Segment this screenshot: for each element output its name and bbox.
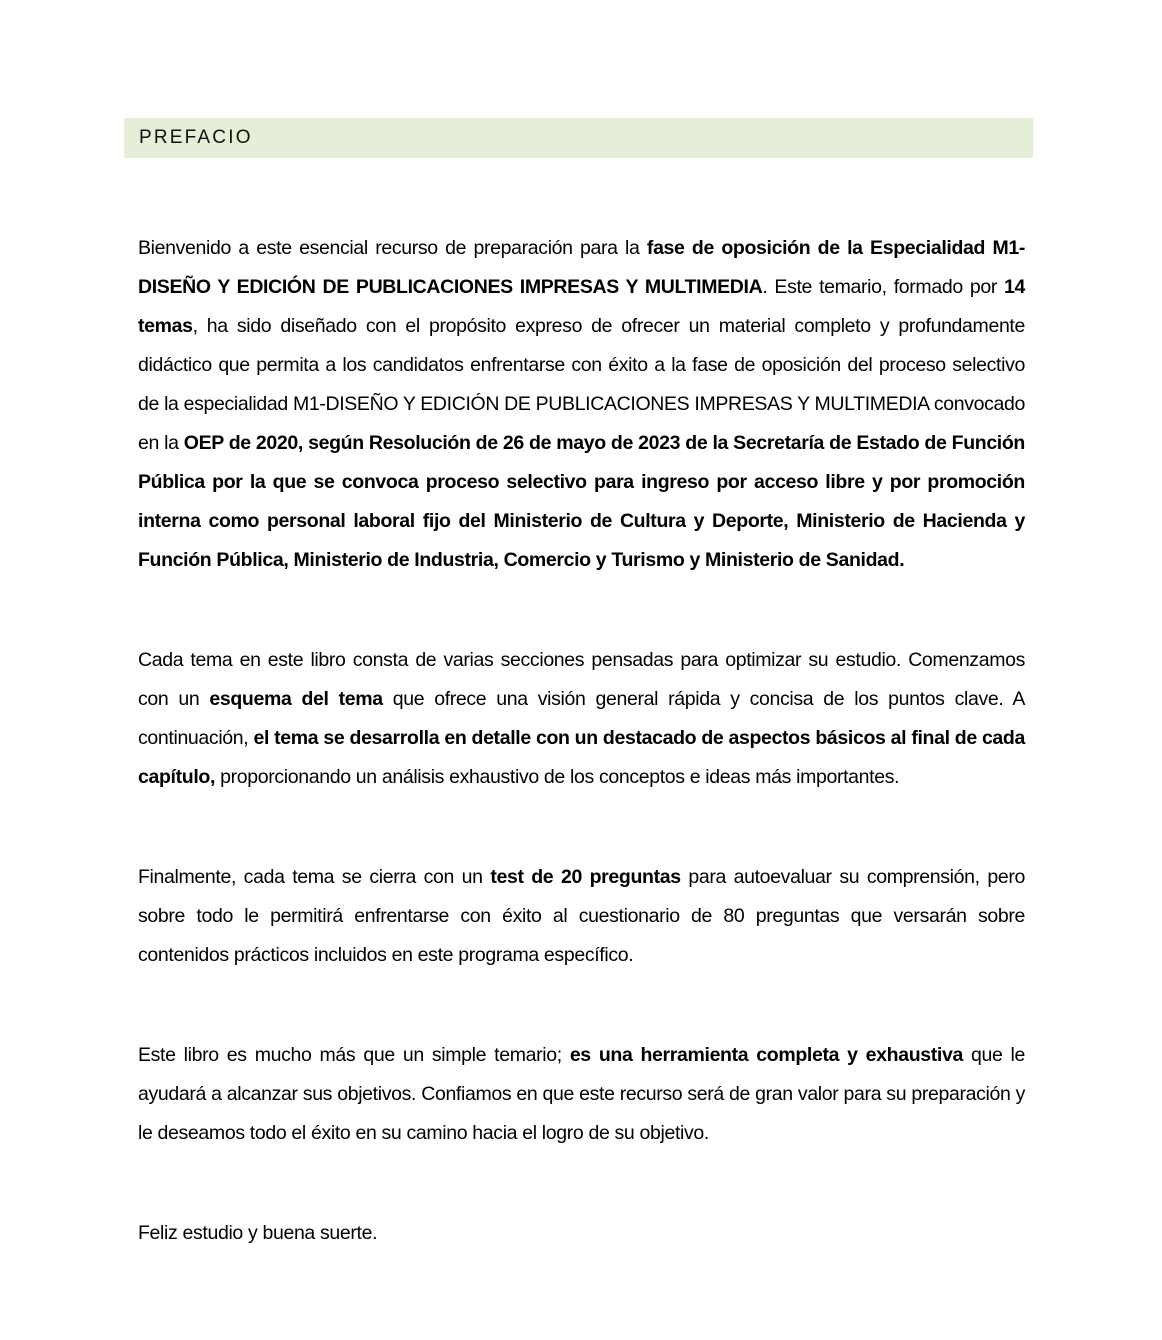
section-title: PREFACIO xyxy=(139,127,253,148)
text-run: Bienvenido a este esencial recurso de preparación para la xyxy=(138,237,647,259)
text-run: que ofrece una visión general rápida y concisa de los puntos clave. A continuación, xyxy=(138,688,1025,749)
paragraph xyxy=(138,858,1025,975)
text-run-bold: test de 20 preguntas xyxy=(490,866,681,888)
paragraph xyxy=(138,641,1025,797)
document-body xyxy=(138,229,1025,1253)
text-run: . Este temario, formado por xyxy=(762,276,1004,298)
text-run: que le ayudará a alcanzar sus objetivos. Confiamos en que este recurso será de gran valor para su preparación y le deseamos todo el éxito en su camino hacia el logro de su objetivo. xyxy=(138,1044,1025,1144)
paragraph xyxy=(138,1036,1025,1153)
text-run: , ha sido diseñado con el propósito expreso de ofrecer un material completo y profundamente didáctico que permita a los candidatos enfrentarse con éxito a la fase de oposición del proceso selectivo de la especialidad M1-DISEÑO Y EDICIÓN DE PUBLICACIONES IMPRESAS Y MULTIMEDIA convocado en la xyxy=(138,315,1025,454)
text-run-bold: OEP de 2020, según Resolución de 26 de mayo de 2023 de la Secretaría de Estado de Función Pública por la que se convoca proceso selectivo para ingreso por acceso libre y por promoción interna como personal laboral fijo del Ministerio de Cultura y Deporte, Ministerio de Hacienda y Función Pública, Ministerio de Industria, Comercio y Turismo y Ministerio de Sanidad. xyxy=(138,432,1025,571)
text-run: Cada tema en este libro consta de varias secciones pensadas para optimizar su estudio. Comenzamos con un xyxy=(138,649,1025,710)
text-run: Feliz estudio y buena suerte. xyxy=(138,1222,378,1244)
prefacio-heading-bar xyxy=(124,118,1033,158)
paragraph xyxy=(138,229,1025,580)
paragraph xyxy=(138,1214,1025,1253)
text-run: Finalmente, cada tema se cierra con un xyxy=(138,866,491,888)
text-run-bold: esquema del tema xyxy=(209,688,383,710)
text-run-bold: el tema se desarrolla en detalle con un destacado de aspectos básicos al final de cada capítulo, xyxy=(138,727,1025,788)
text-run: proporcionando un análisis exhaustivo de los conceptos e ideas más importantes. xyxy=(215,766,900,788)
text-run: Este libro es mucho más que un simple temario; xyxy=(138,1044,570,1066)
text-run-bold: es una herramienta completa y exhaustiva xyxy=(569,1044,963,1066)
text-run-bold: fase de oposición de la Especialidad M1-DISEÑO Y EDICIÓN DE PUBLICACIONES IMPRESAS Y MULTIMEDIA xyxy=(138,237,1025,298)
text-run: para autoevaluar su comprensión, pero sobre todo le permitirá enfrentarse con éxito al cuestionario de 80 preguntas que versarán sobre contenidos prácticos incluidos en este programa específico. xyxy=(138,866,1025,966)
text-run-bold: 14 temas xyxy=(138,276,1025,337)
